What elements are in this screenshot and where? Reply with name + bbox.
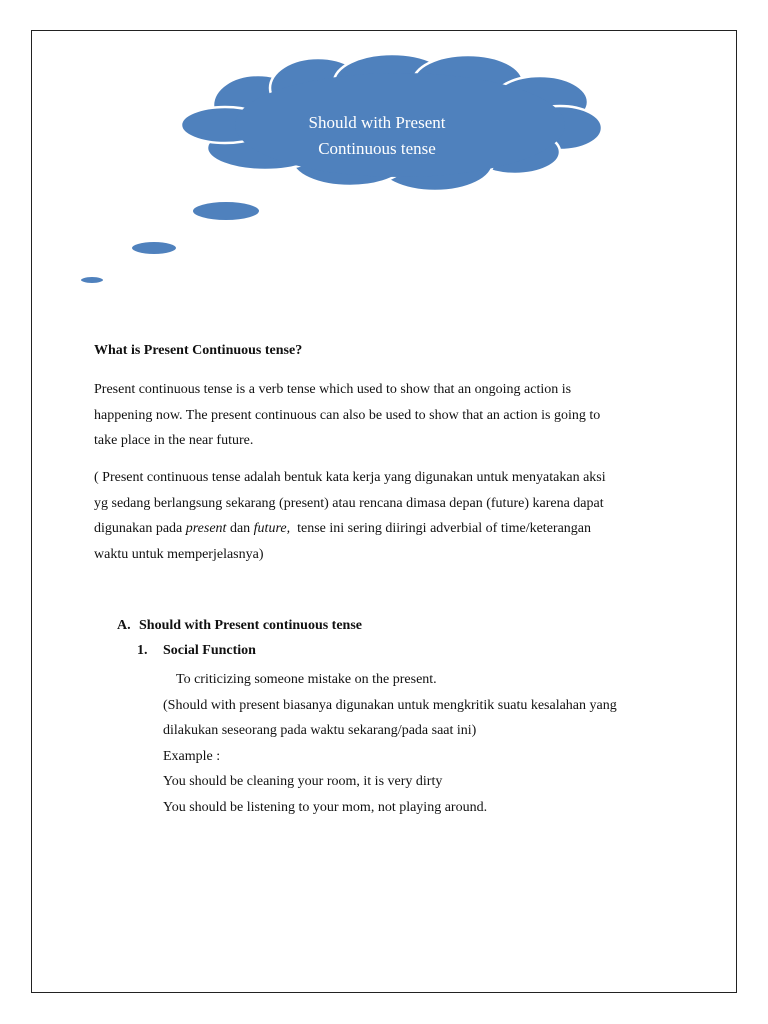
- callout-title-line2: Continuous tense: [318, 139, 436, 158]
- example-line: You should be cleaning your room, it is very dirty: [163, 774, 443, 789]
- function-line: To criticizing someone mistake on the present.: [176, 672, 437, 687]
- section-a-heading: [117, 618, 362, 634]
- translation-text: dan: [226, 521, 254, 536]
- section-a-marker: A.: [117, 618, 131, 633]
- translation-text: digunakan pada: [94, 521, 186, 536]
- example-label: Example :: [163, 748, 221, 764]
- translation-line: [94, 516, 674, 542]
- italic-future: future,: [253, 521, 291, 536]
- item-1-marker: 1.: [137, 643, 148, 658]
- example-line: You should be listening to your mom, not playing around.: [163, 799, 488, 815]
- italic-present: present: [185, 521, 227, 536]
- translation-line: waktu untuk memperjelasnya): [94, 546, 264, 562]
- translation-paragraph: [94, 465, 674, 567]
- item-1-title: Social Function: [163, 643, 256, 658]
- definition-line: take place in the near future.: [94, 433, 254, 448]
- definition-line: Present continuous tense is a verb tense which used to show that an ongoing action is: [94, 382, 572, 397]
- callout-title-line1: Should with Present: [308, 113, 446, 132]
- translation-text: tense ini sering diiringi adverbial of time/keterangan: [290, 521, 591, 536]
- explanation-line: (Should with present biasanya digunakan untuk mengkritik suatu kesalahan yang: [163, 697, 617, 713]
- thought-bubbles: [80, 201, 260, 284]
- explanation-line: dilakukan seseorang pada waktu sekarang/pada saat ini): [163, 723, 477, 738]
- translation-line: yg sedang berlangsung sekarang (present) atau rencana dimasa depan (future) karena dapat: [94, 495, 604, 511]
- definition-line: happening now. The present continuous can also be used to show that an action is going to: [94, 407, 601, 423]
- translation-line: ( Present continuous tense adalah bentuk kata kerja yang digunakan untuk menyatakan aksi: [94, 470, 606, 485]
- question-heading: What is Present Continuous tense?: [94, 343, 303, 358]
- social-function-body: [163, 667, 683, 820]
- callout-title: [262, 110, 492, 162]
- definition-paragraph: [94, 377, 674, 454]
- section-a-title: Should with Present continuous tense: [139, 618, 363, 633]
- item-1-heading: [137, 643, 256, 659]
